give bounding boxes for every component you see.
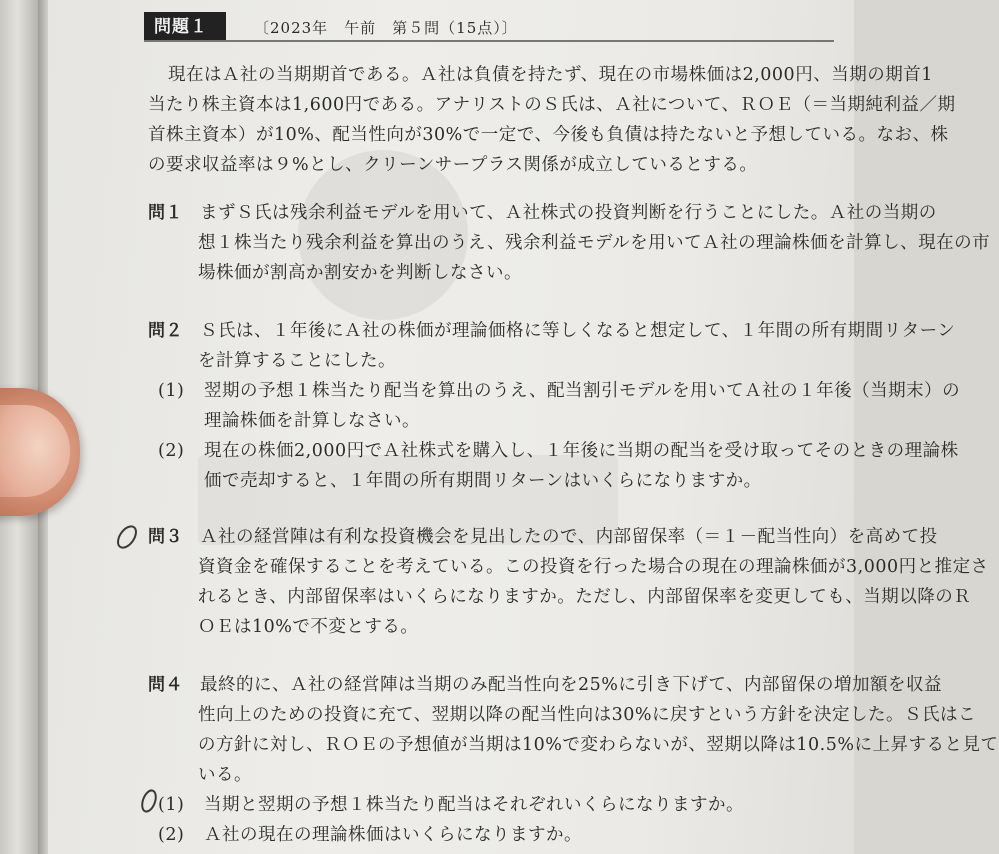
- question-3: [148, 522, 989, 642]
- problem-badge: 問題１: [144, 12, 226, 42]
- handwritten-circle-mark: [132, 784, 166, 818]
- question-text: 資資金を確保することを考えている。この投資を行った場合の現在の理論株価が3,000円と推定さ: [198, 557, 989, 577]
- exam-info: 〔2023年 午前 第５問（15点）〕: [254, 18, 518, 37]
- subquestion-label: (2): [158, 441, 185, 461]
- intro-paragraph: [148, 60, 956, 180]
- subquestion-label: (2): [158, 825, 185, 845]
- book-page: [48, 0, 999, 854]
- question-label: 問１: [148, 203, 183, 223]
- question-text: れるとき、内部留保率はいくらになりますか。ただし、内部留保率を変更しても、当期以降のＲ: [198, 587, 972, 607]
- question-label: 問３: [148, 527, 183, 547]
- question-label: 問２: [148, 321, 183, 341]
- intro-line: 首株主資本）が10%、配当性向が30%で一定で、今後も負債は持たないと予想している。なお、株: [148, 125, 949, 145]
- question-text: いる。: [198, 765, 252, 785]
- subquestion-label: (1): [158, 381, 185, 401]
- intro-line: の要求収益率は９%とし、クリーンサープラス関係が成立しているとする。: [148, 155, 758, 175]
- question-text: を計算することにした。: [198, 351, 396, 371]
- question-4: [148, 670, 999, 850]
- header-rule: [144, 40, 834, 42]
- intro-line: 当たり株主資本は1,600円である。アナリストのＳ氏は、Ａ社について、ＲＯＥ（＝当期純利益／期: [148, 95, 956, 115]
- subquestion-text: 翌期の予想１株当たり配当を算出のうえ、配当割引モデルを用いてＡ社の１年後（当期末）の: [204, 381, 961, 401]
- question-text: 最終的に、Ａ社の経営陣は当期のみ配当性向を25%に引き下げて、内部留保の増加額を収益: [200, 675, 943, 695]
- question-text: の方針に対し、ＲＯＥの予想値が当期は10%で変わらないが、翌期以降は10.5%に上昇すると見て: [198, 735, 999, 755]
- question-1: [148, 198, 991, 288]
- question-text: Ａ社の経営陣は有利な投資機会を見出したので、内部留保率（＝１－配当性向）を高めて投: [200, 527, 938, 547]
- subquestion-text: 現在の株価2,000円でＡ社株式を購入し、１年後に当期の配当を受け取ってそのときの理論株: [204, 441, 959, 461]
- question-label: 問４: [148, 675, 183, 695]
- question-text: まずＳ氏は残余利益モデルを用いて、Ａ社株式の投資判断を行うことにした。Ａ社の当期の: [200, 203, 937, 223]
- subquestion-text: 当期と翌期の予想１株当たり配当はそれぞれいくらになりますか。: [204, 795, 744, 815]
- question-text: ＯＥは10%で不変とする。: [198, 617, 419, 637]
- subquestion-text: Ａ社の現在の理論株価はいくらになりますか。: [204, 825, 582, 845]
- subquestion-text: 価で売却すると、１年間の所有期間リターンはいくらになりますか。: [204, 471, 762, 491]
- subquestion-text: 理論株価を計算しなさい。: [204, 411, 420, 431]
- problem-header: [144, 12, 518, 42]
- question-text: 場株価が割高か割安かを判断しなさい。: [198, 263, 522, 283]
- question-2: [148, 316, 961, 496]
- question-text: 性向上のための投資に充て、翌期以降の配当性向は30%に戻すという方針を決定した。Ｓ氏はこ: [198, 705, 977, 725]
- intro-line: 現在はＡ社の当期期首である。Ａ社は負債を持たず、現在の市場株価は2,000円、当期の期首1: [168, 65, 933, 85]
- question-text: Ｓ氏は、１年後にＡ社の株価が理論価格に等しくなると想定して、１年間の所有期間リターン: [200, 321, 956, 341]
- handwritten-circle-mark: [110, 520, 144, 554]
- question-text: 想１株当たり残余利益を算出のうえ、残余利益モデルを用いてＡ社の理論株価を計算し、現在の市: [198, 233, 991, 253]
- subquestion-label: (1): [158, 795, 185, 815]
